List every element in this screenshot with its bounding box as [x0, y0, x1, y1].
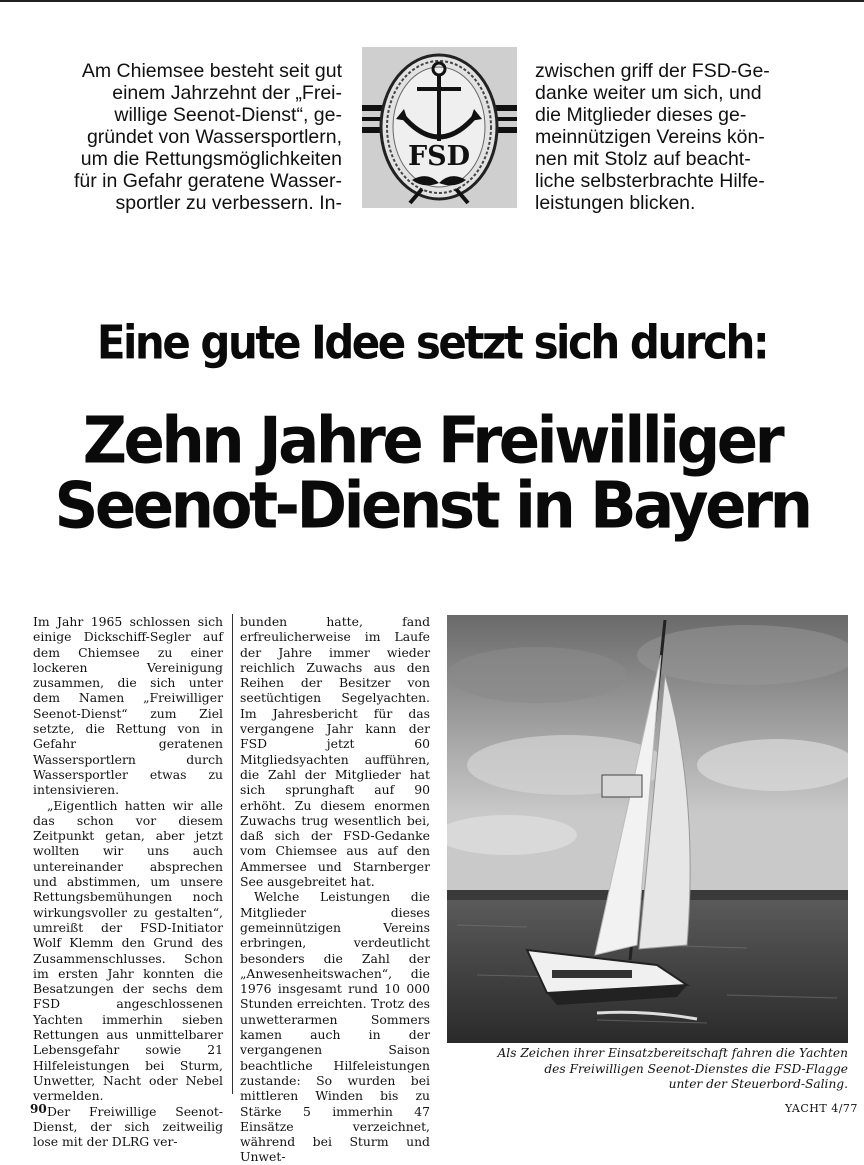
caption-line: Als Zeichen ihrer Einsatzbereitschaft fahren die Yachten [497, 1046, 848, 1060]
intro-line: zwischen griff der FSD-Ge- [535, 60, 770, 82]
intro-line: sportler zu verbessern. In- [115, 192, 342, 214]
intro-line: die Mitglieder dieses ge- [535, 104, 747, 126]
paragraph: bunden hatte, fand erfreulicherweise im Laufe der Jahre immer wieder reichlich Zuwachs aus den Reihen der Besitzer von seetüchtigen Segelyachten. Im Jahresbericht für das vergangene Jahr kann der FSD jetzt 60 Mitgliedsyachten aufführen, die Zahl der Mitglieder hat sich sprunghaft auf 90 erhöht. Zu diesem enormen Zuwachs trug wesentlich bei, daß sich der FSD-Gedanke vom Chiemsee aus auf den Ammersee und Starnberger See ausgebreitet hat. [240, 614, 430, 890]
intro-line: einem Jahrzehnt der „Frei- [112, 82, 342, 104]
headline-line-2: Seenot-Dienst in Bayern [54, 468, 810, 544]
caption-line: unter der Steuerbord-Saling. [668, 1077, 848, 1091]
caption-line: des Freiwilligen Seenot-Dienstes die FSD-Flagge [544, 1061, 848, 1076]
intro-line: für in Gefahr geratene Wasser- [73, 170, 342, 192]
intro-line: leistungen blicken. [535, 192, 696, 214]
main-headline [0, 403, 864, 544]
intro-left [30, 60, 342, 214]
column-divider [232, 614, 233, 1094]
issue-label: YACHT 4/77 [785, 1102, 858, 1115]
paragraph: Welche Leistungen die Mitglieder dieses gemeinnützigen Vereins erbringen, verdeutlicht besonders die Zahl der „Anwesenheitswachen“, die 1976 insgesamt rund 10 000 Stunden erreichten. Trotz des unwetterarmen Sommers kamen auch in der vergangenen Saison beachtliche Hilfeleistungen zustande: So wurden bei mittleren Winden bis zu Stärke 5 immerhin 47 Einsätze verzeichnet, während bei Sturm und Unwet- [240, 889, 430, 1165]
intro-right [535, 60, 835, 214]
intro-line: um die Rettungsmöglichkeiten [80, 148, 342, 170]
article-column-1 [33, 614, 223, 1149]
paragraph: Im Jahr 1965 schlossen sich einige Dickschiff-Segler auf dem Chiemsee zu einer lockeren Vereinigung zusammen, die sich unter dem Namen „Freiwilliger Seenot-Dienst“ zum Ziel setzte, die Rettung von in Gefahr geratenen Wassersportlern durch Wassersportler etwas zu intensivieren. [33, 614, 223, 798]
article-column-2 [240, 614, 430, 1165]
paragraph: Der Freiwillige Seenot-Dienst, der sich zeitweilig lose mit der DLRG ver- [33, 1103, 223, 1150]
paragraph: „Eigentlich hatten wir alle das schon vor diesem Zeitpunkt getan, aber jetzt wollten wir uns auch untereinander absprechen und abstimmen, um unsere Rettungsbemühungen noch wirkungsvoller zu gestalten“, umreißt der FSD-Initiator Wolf Klemm den Grund des Zusammenschlusses. Schon im ersten Jahr konnten die Besatzungen der sechs dem FSD angeschlossenen Yachten immerhin sieben Rettungen aus unmittelbarer Lebensgefahr sowie 21 Hilfeleistungen bei Sturm, Unwetter, Nacht oder Nebel vermelden. [33, 797, 223, 1104]
headline-line-1: Zehn Jahre Freiwilliger [82, 403, 782, 479]
intro-line: Am Chiemsee besteht seit gut [81, 60, 342, 82]
top-rule [0, 0, 864, 2]
fsd-emblem-logo [362, 47, 517, 208]
intro-line: liche selbsterbrachte Hilfe- [535, 170, 765, 192]
page-number: 90 [30, 1102, 47, 1116]
photo-caption [455, 1046, 848, 1093]
logo-text: FSD [407, 141, 471, 172]
intro-line: danke weiter um sich, und [535, 82, 762, 104]
intro-line: willige Seenot-Dienst“, ge- [114, 104, 342, 126]
kicker-headline: Eine gute Idee setzt sich durch: [96, 315, 768, 370]
intro-line: nen mit Stolz auf beacht- [535, 148, 751, 170]
sailing-yacht-photo [447, 615, 848, 1043]
intro-line: meinnützigen Vereins kön- [535, 126, 765, 148]
intro-line: gründet von Wassersportlern, [86, 126, 342, 148]
